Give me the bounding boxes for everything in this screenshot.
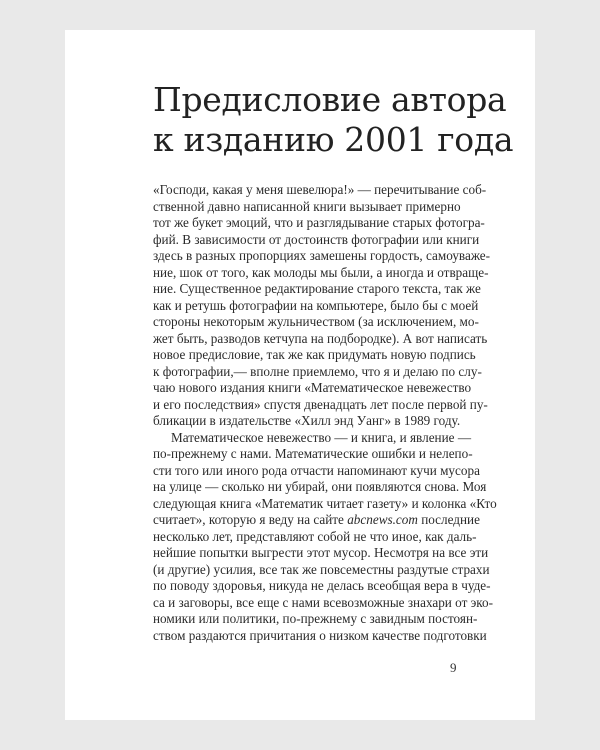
text-line: ственной давно написанной книги вызывает примерно (153, 198, 461, 214)
chapter-title-line: Предисловие автора (153, 80, 507, 119)
text-line: нейшие попытки выгрести этот мусор. Несмотря на все эти (153, 545, 489, 560)
text-line: как и ретушь фотографии на компьютере, было бы с моей (153, 297, 479, 313)
text-line (153, 512, 480, 529)
website-name: abcnews.com (347, 512, 418, 527)
text-line: несколько лет, представляют собой не что иное, как даль- (153, 528, 477, 544)
text-line: ством раздаются причитания о низком качестве подготовки (153, 627, 487, 643)
text-line: к фотографии,— вполне приемлемо, что я и делаю по слу- (153, 363, 482, 379)
book-page (65, 30, 535, 720)
text-segment: считает», которую я веду на сайте (153, 512, 348, 527)
text-line: номики или политики, по-прежнему с завидным постоян- (153, 611, 478, 626)
text-line: сти того или иного рода отчасти напоминают кучи мусора (153, 462, 480, 478)
text-line: на улице — сколько ни убирай, они появляются снова. Моя (153, 479, 487, 494)
chapter-title (153, 80, 513, 160)
text-line: стороны некоторым жульничеством (за исключением, мо- (153, 314, 479, 329)
text-line: ние, шок от того, как молоды мы были, а иногда и отвраще- (153, 264, 489, 280)
text-line: жет быть, разводов кетчупа на подбородке). А вот написать (153, 330, 488, 346)
text-line: здесь в разных пропорциях замешены гордость, самоуваже- (153, 248, 490, 263)
text-line: фий. В зависимости от достоинств фотографии или книги (153, 231, 480, 247)
text-line: тот же букет эмоций, что и разглядывание старых фотогра- (153, 215, 485, 230)
text-line: «Господи, какая у меня шевелюра!» — перечитывание соб- (153, 182, 487, 197)
text-line: по-прежнему с нами. Математические ошибки и нелепо- (153, 446, 473, 461)
chapter-title-line: к изданию 2001 года (153, 120, 514, 159)
text-line: и его последствия» спустя двенадцать лет после первой пу- (153, 396, 488, 412)
text-line: (и другие) усилия, все так же повсеместны раздутые страхи (153, 561, 490, 577)
text-line: по поводу здоровья, никуда не делась всеобщая вера в чуде- (153, 578, 491, 593)
text-line: следующая книга «Математик читает газету» и колонка «Кто (153, 495, 497, 511)
text-line: са и заговоры, все еще с нами всевозможные знахари от эко- (153, 594, 494, 610)
text-line: ние. Существенное редактирование старого текста, так же (153, 281, 481, 296)
text-line: новое предисловие, так же как придумать новую подпись (153, 347, 476, 362)
text-line: чаю нового издания книги «Математическое невежество (153, 380, 472, 395)
text-line: Математическое невежество — и книга, и явление — (171, 429, 472, 445)
text-line: бликации в издательстве «Хилл энд Уанг» в 1989 году. (153, 413, 461, 428)
body-text (153, 182, 497, 644)
page-number: 9 (450, 660, 457, 675)
text-segment: последние (417, 512, 480, 527)
